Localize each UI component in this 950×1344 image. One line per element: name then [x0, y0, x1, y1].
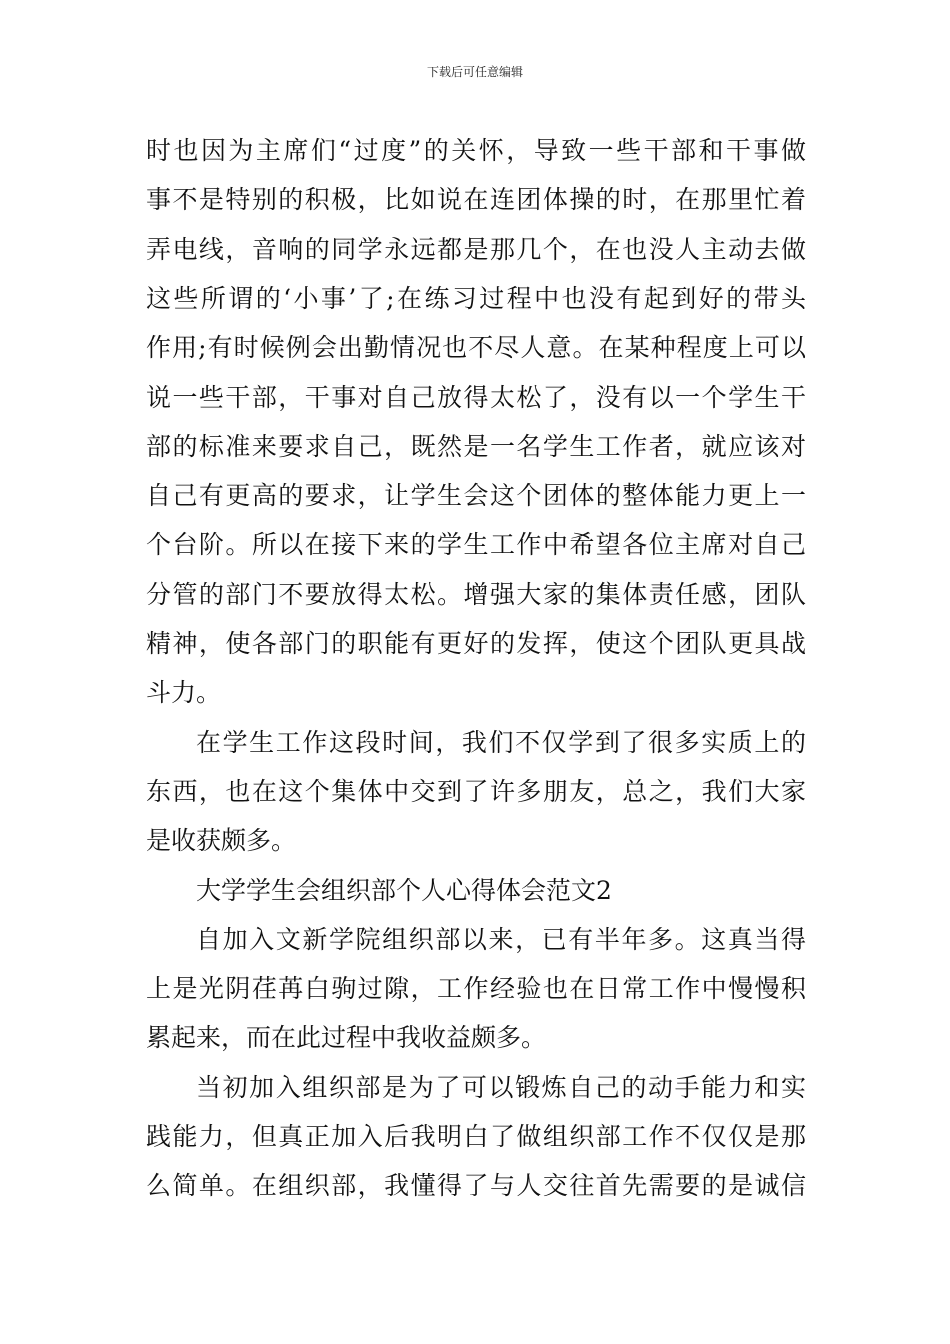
text-line: 是收获颇多。	[146, 826, 297, 855]
text-line: 个台阶。所以在接下来的学生工作中希望各位主席对自己	[146, 530, 806, 559]
text-line: 自加入文新学院组织部以来，已有半年多。这真当得	[196, 925, 806, 954]
text-line: 时也因为主席们“过度”的关怀，导致一些干部和干事做	[146, 136, 806, 165]
page-header: 下载后可任意编辑	[426, 65, 523, 79]
text-line: 么简单。在组织部，我懂得了与人交往首先需要的是诚信	[146, 1171, 806, 1200]
text-line: 自己有更高的要求，让学生会这个团体的整体能力更上一	[146, 481, 806, 510]
text-line: 累起来，而在此过程中我收益颇多。	[146, 1023, 547, 1052]
text-line: 大学学生会组织部个人心得体会范文2	[196, 876, 612, 905]
text-line: 作用;有时候例会出勤情况也不尽人意。在某种程度上可以	[146, 333, 806, 362]
text-line: 部的标准来要求自己，既然是一名学生工作者，就应该对	[146, 432, 806, 461]
text-line: 东西，也在这个集体中交到了许多朋友，总之，我们大家	[146, 777, 806, 806]
text-line: 这些所谓的‘小事’了;在练习过程中也没有起到好的带头	[146, 284, 806, 313]
text-line: 事不是特别的积极，比如说在连团体操的时，在那里忙着	[146, 185, 806, 214]
text-line: 分管的部门不要放得太松。增强大家的集体责任感，团队	[146, 580, 806, 609]
text-line: 说一些干部，干事对自己放得太松了，没有以一个学生干	[146, 383, 806, 412]
text-line: 弄电线，音响的同学永远都是那几个，在也没人主动去做	[146, 235, 806, 264]
text-line: 上是光阴荏苒白驹过隙，工作经验也在日常工作中慢慢积	[146, 974, 806, 1003]
text-line: 践能力，但真正加入后我明白了做组织部工作不仅仅是那	[146, 1122, 806, 1151]
text-line: 在学生工作这段时间，我们不仅学到了很多实质上的	[196, 728, 806, 757]
text-line: 斗力。	[146, 678, 222, 707]
text-line: 当初加入组织部是为了可以锻炼自己的动手能力和实	[196, 1073, 806, 1102]
text-line: 精神，使各部门的职能有更好的发挥，使这个团队更具战	[146, 629, 806, 658]
